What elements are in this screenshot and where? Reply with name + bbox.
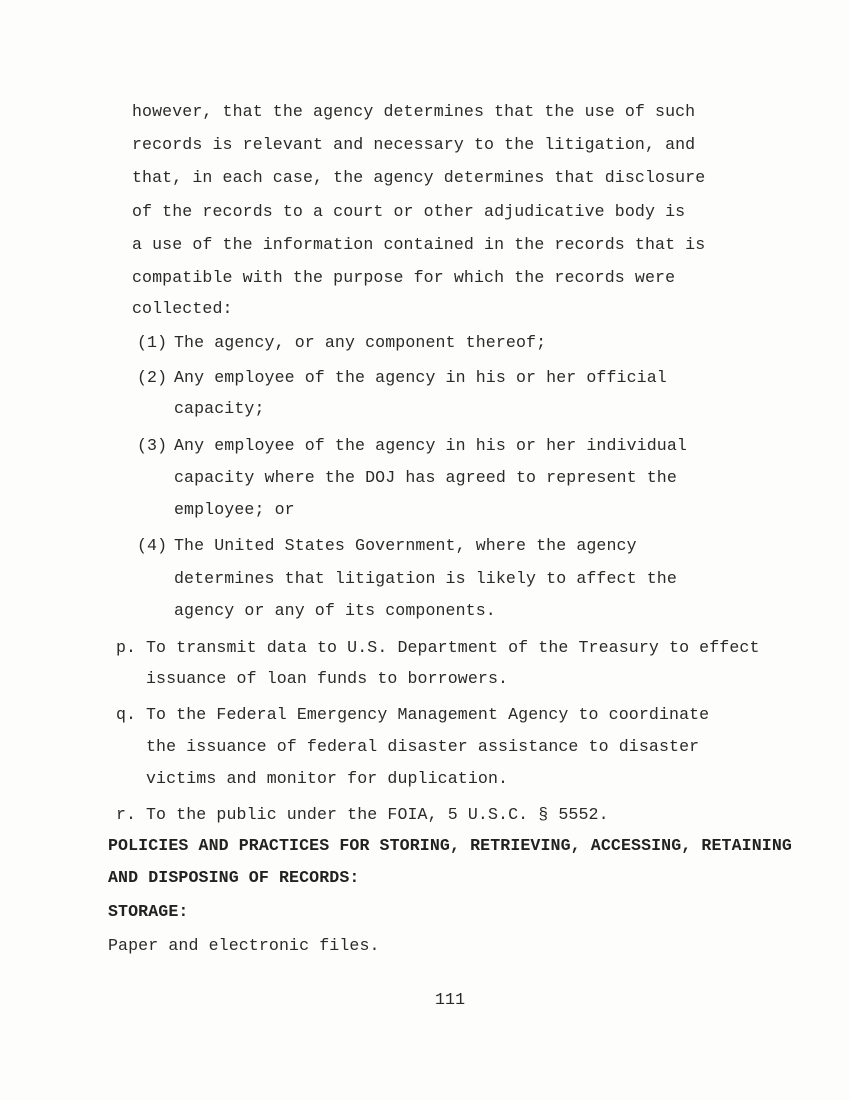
item-marker: r.	[116, 805, 137, 824]
item-line: the issuance of federal disaster assistance to disaster	[146, 737, 700, 756]
paragraph-line: compatible with the purpose for which the records were	[132, 268, 676, 287]
page-number: 111	[435, 990, 466, 1009]
list-marker: (2)	[137, 368, 168, 387]
item-marker: p.	[116, 638, 137, 657]
item-line: issuance of loan funds to borrowers.	[146, 669, 509, 688]
list-item-line: Any employee of the agency in his or her official	[174, 368, 667, 387]
section-heading: POLICIES AND PRACTICES FOR STORING, RETRIEVING, ACCESSING, RETAINING	[108, 836, 792, 855]
list-item-line: capacity where the DOJ has agreed to represent the	[174, 468, 677, 487]
list-item-line: employee; or	[174, 500, 295, 519]
paragraph-line: of the records to a court or other adjudicative body is	[132, 202, 686, 221]
subheading-storage: STORAGE:	[108, 902, 189, 921]
item-line: To the public under the FOIA, 5 U.S.C. § 5552.	[146, 805, 609, 824]
storage-text: Paper and electronic files.	[108, 936, 380, 955]
list-item-line: The United States Government, where the agency	[174, 536, 637, 555]
section-heading: AND DISPOSING OF RECORDS:	[108, 868, 360, 887]
paragraph-line: a use of the information contained in the records that is	[132, 235, 706, 254]
item-line: To the Federal Emergency Management Agency to coordinate	[146, 705, 710, 724]
list-item-line: agency or any of its components.	[174, 601, 496, 620]
list-item-line: capacity;	[174, 399, 265, 418]
list-marker: (1)	[137, 333, 168, 352]
paragraph-line: collected:	[132, 299, 233, 318]
item-marker: q.	[116, 705, 137, 724]
list-marker: (3)	[137, 436, 168, 455]
list-marker: (4)	[137, 536, 168, 555]
list-item-line: Any employee of the agency in his or her individual	[174, 436, 687, 455]
paragraph-line: that, in each case, the agency determines that disclosure	[132, 168, 706, 187]
item-line: victims and monitor for duplication.	[146, 769, 509, 788]
paragraph-line: records is relevant and necessary to the litigation, and	[132, 135, 696, 154]
item-line: To transmit data to U.S. Department of the Treasury to effect	[146, 638, 760, 657]
paragraph-line: however, that the agency determines that the use of such	[132, 102, 696, 121]
list-item-line: determines that litigation is likely to affect the	[174, 569, 677, 588]
list-item-line: The agency, or any component thereof;	[174, 333, 547, 352]
